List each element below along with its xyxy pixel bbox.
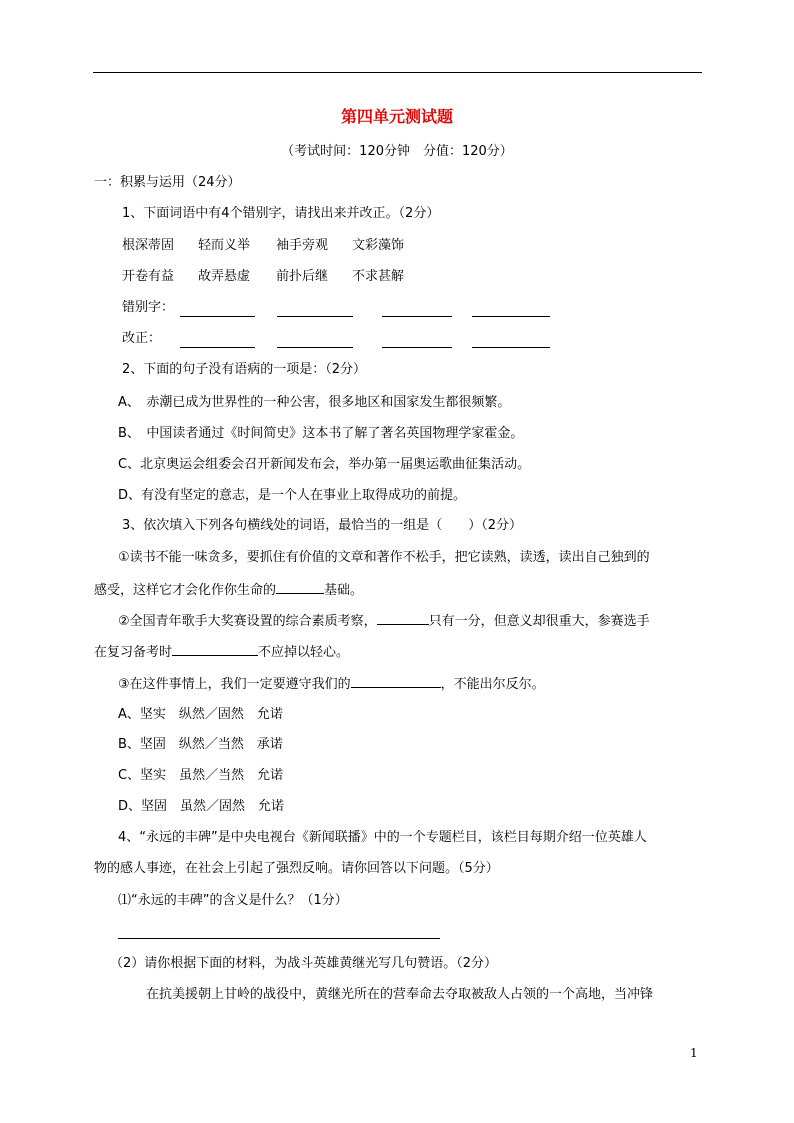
q4-part-1: ⑴“永远的丰碑”的含义是什么？（1分） (118, 893, 348, 908)
question-4-stem: 4、“永远的丰碑”是中央电视台《新闻联播》中的一个专题栏目，该栏目每期介绍一位英雄人 (118, 830, 647, 845)
wrong-char-label: 错别字： (122, 300, 175, 315)
q3-sentence-2 (118, 612, 650, 630)
q1-word: 不求甚解 (352, 269, 405, 284)
answer-blank[interactable] (382, 347, 452, 348)
q1-word: 根深蒂固 (122, 238, 175, 253)
question-3-stem: 3、依次填入下列各句横线处的词语，最恰当的一组是（ ）（2分） (122, 518, 523, 533)
fill-blank[interactable] (172, 643, 258, 656)
q3-sentence-2-cont (94, 643, 349, 661)
answer-blank[interactable] (472, 316, 550, 317)
text: 感受，这样它才会化作你生命的 (94, 583, 277, 598)
q3-sentence-3 (118, 675, 545, 693)
text: 不应掉以轻心。 (258, 645, 350, 660)
text: 基础。 (324, 583, 364, 598)
q4-part-2: （2）请你根据下面的材料，为战斗英雄黄继光写几句赞语。（2分） (110, 956, 498, 971)
question-1-stem: 1、下面词语中有4个错别字，请找出来并改正。（2分） (122, 206, 440, 221)
section-heading: 一：积累与运用（24分） (94, 175, 241, 190)
q2-option-b: B、 中国读者通过《时间简史》这本书了解了著名英国物理学家霍金。 (118, 426, 524, 441)
text: ，不能出尔反尔。 (440, 677, 545, 692)
fill-blank[interactable] (276, 581, 324, 594)
answer-blank[interactable] (382, 316, 452, 317)
text: ②全国青年歌手大奖赛设置的综合素质考察， (118, 614, 377, 629)
correction-label: 改正： (122, 331, 162, 346)
answer-blank[interactable] (277, 347, 353, 348)
text: 只有一分，但意义却很重大，参赛选手 (428, 614, 650, 629)
q3-sentence-1: ①读书不能一味贪多，要抓住有价值的文章和著作不松手，把它读熟，读透，读出自己独到的 (118, 550, 650, 565)
fill-blank[interactable] (377, 612, 429, 625)
page-title: 第四单元测试题 (340, 107, 453, 126)
fill-blank[interactable] (351, 675, 441, 688)
q4-material: 在抗美援朝上甘岭的战役中，黄继光所在的营奉命去夺取被敌人占领的一个高地，当冲锋 (146, 987, 654, 1002)
question-2-stem: 2、下面的句子没有语病的一项是：（2分） (122, 362, 367, 377)
text: 在复习备考时 (94, 645, 173, 660)
q1-word: 轻而义举 (198, 238, 251, 253)
answer-line[interactable] (118, 938, 440, 939)
q1-word: 文彩藻饰 (352, 238, 405, 253)
answer-blank[interactable] (277, 316, 353, 317)
q3-option-c: C、坚实 虽然／当然 允诺 (118, 768, 284, 783)
q3-option-b: B、坚固 纵然／当然 承诺 (118, 737, 283, 752)
q1-word: 前扑后继 (276, 269, 329, 284)
q2-option-d: D、有没有坚定的意志，是一个人在事业上取得成功的前提。 (118, 488, 467, 503)
q1-word: 袖手旁观 (276, 238, 329, 253)
q3-option-d: D、坚固 虽然／固然 允诺 (118, 799, 285, 814)
answer-blank[interactable] (180, 347, 255, 348)
q1-word: 故弄悬虚 (198, 269, 251, 284)
q2-option-c: C、北京奥运会组委会召开新闻发布会，举办第一届奥运歌曲征集活动。 (118, 457, 531, 472)
answer-blank[interactable] (180, 316, 255, 317)
question-4-stem-cont: 物的感人事迹，在社会上引起了强烈反响。请你回答以下问题。（5分） (94, 861, 499, 876)
exam-info: （考试时间：120分钟 分值：120分） (281, 144, 513, 159)
q1-word: 开卷有益 (122, 269, 175, 284)
page-number: 1 (690, 1046, 698, 1060)
text: ③在这件事情上，我们一定要遵守我们的 (118, 677, 351, 692)
header-rule (93, 72, 702, 73)
q2-option-a: A、 赤潮已成为世界性的一种公害，很多地区和国家发生都很频繁。 (118, 395, 511, 410)
answer-blank[interactable] (472, 347, 550, 348)
q3-sentence-1-cont (94, 581, 363, 599)
q3-option-a: A、坚实 纵然／固然 允诺 (118, 707, 283, 722)
